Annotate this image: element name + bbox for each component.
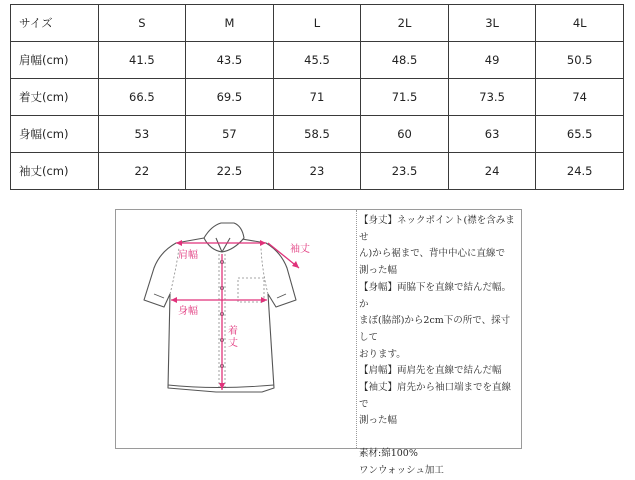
note-line: 【袖丈】肩先から袖口端までを直線で xyxy=(359,382,512,410)
table-cell: 48.5 xyxy=(361,42,449,79)
table-cell: 74 xyxy=(536,79,624,116)
table-cell: 22 xyxy=(98,153,186,190)
table-cell: 60 xyxy=(361,116,449,153)
table-cell: 23.5 xyxy=(361,153,449,190)
note-line: 【肩幅】両肩先を直線で結んだ幅 xyxy=(359,365,502,377)
size-table-header-row xyxy=(11,5,624,42)
header-cell-s: S xyxy=(98,5,186,42)
table-cell: 45.5 xyxy=(273,42,361,79)
length-label-2: 丈 xyxy=(228,338,238,349)
measurement-notes xyxy=(359,213,519,480)
table-cell: 22.5 xyxy=(186,153,274,190)
shirt-diagram-panel xyxy=(116,210,357,448)
table-cell: 43.5 xyxy=(186,42,274,79)
length-label-1: 着 xyxy=(228,326,238,337)
note-line: 測った幅 xyxy=(359,415,398,427)
table-cell: 53 xyxy=(98,116,186,153)
table-cell: 58.5 xyxy=(273,116,361,153)
table-cell: 66.5 xyxy=(98,79,186,116)
table-cell: 24 xyxy=(448,153,536,190)
table-cell: 69.5 xyxy=(186,79,274,116)
table-row-shoulder xyxy=(11,42,624,79)
table-cell: 71 xyxy=(273,79,361,116)
material-text: 素材:綿100% xyxy=(359,448,418,460)
header-cell-2l: 2L xyxy=(361,5,449,42)
table-cell: 24.5 xyxy=(536,153,624,190)
care-text: ワンウォッシュ加工 xyxy=(359,464,444,476)
note-line: ん)から裾まで、背中中心に直線で xyxy=(359,248,506,260)
shoulder-label: 肩幅 xyxy=(178,250,198,261)
header-cell-l: L xyxy=(273,5,361,42)
table-row-sleeve xyxy=(11,153,624,190)
table-cell: 63 xyxy=(448,116,536,153)
row-label: 着丈(cm) xyxy=(11,79,99,116)
header-cell-size: サイズ xyxy=(11,5,99,42)
note-line: まぼ(脇部)から2cm下の所で、採寸して xyxy=(359,315,511,343)
note-line: 【身幅】両脇下を直線で結んだ幅。か xyxy=(359,281,512,310)
note-line: 【身丈】ネックポイント(襟を含みませ xyxy=(359,215,515,243)
size-table xyxy=(10,4,624,190)
table-row-chest xyxy=(11,116,624,153)
table-cell: 49 xyxy=(448,42,536,79)
table-cell: 57 xyxy=(186,116,274,153)
table-cell: 65.5 xyxy=(536,116,624,153)
header-cell-4l: 4L xyxy=(536,5,624,42)
note-line: おります。 xyxy=(359,348,406,360)
row-label: 身幅(cm) xyxy=(11,116,99,153)
header-cell-m: M xyxy=(186,5,274,42)
row-label: 肩幅(cm) xyxy=(11,42,99,79)
measurement-figure xyxy=(115,209,522,476)
table-cell: 50.5 xyxy=(536,42,624,79)
shirt-outline-icon xyxy=(144,223,296,392)
table-cell: 23 xyxy=(273,153,361,190)
table-row-length xyxy=(11,79,624,116)
sleeve-label: 袖丈 xyxy=(290,244,310,255)
note-line: 測った幅 xyxy=(359,265,398,277)
table-cell: 71.5 xyxy=(361,79,449,116)
table-cell: 41.5 xyxy=(98,42,186,79)
shirt-diagram xyxy=(116,210,356,448)
chest-label: 身幅 xyxy=(178,306,198,317)
row-label: 袖丈(cm) xyxy=(11,153,99,190)
header-cell-3l: 3L xyxy=(448,5,536,42)
table-cell: 73.5 xyxy=(448,79,536,116)
